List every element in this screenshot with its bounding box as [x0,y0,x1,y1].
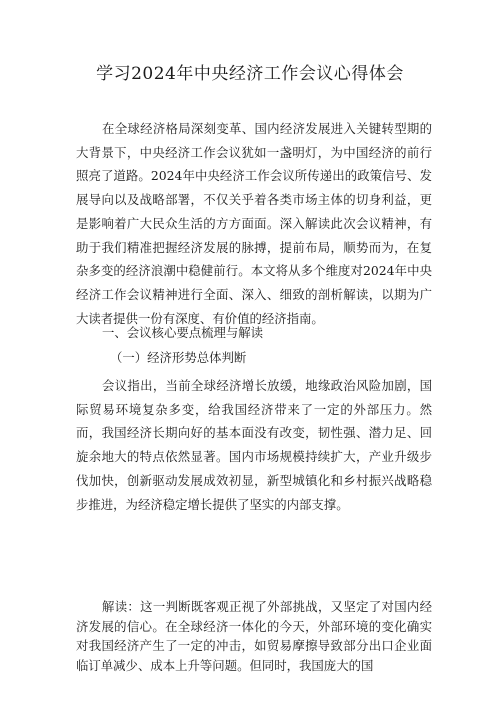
subsection-heading: （一）经济形势总体判断 [110,350,247,365]
document-title: 学习2024年中央经济工作会议心得体会 [96,64,404,84]
section-heading: 一、会议核心要点梳理与解读 [102,325,264,340]
intro-paragraph: 在全球经济格局深刻变革、国内经济发展进入关键转型期的大背景下，中央经济工作会议犹如一盏明灯，为中国经济的前行照亮了道路。2024年中央经济工作会议所传递出的政策信号、发展导向以及战略部署，不仅关乎着各类市场主体的切身利益，更是影响着广大民众生活的方方面面。深入解读此次会议精神，有助于我们精准把握经济发展的脉搏，提前布局，顺势而为，在复杂多变的经济浪潮中稳健前行。本文将从多个维度对2024年中央经济工作会议精神进行全面、深入、细致的剖析解读，以期为广大读者提供一份有深度、有价值的经济指南。 [76,121,432,326]
meeting-paragraph: 会议指出，当前全球经济增长放缓，地缘政治风险加剧，国际贸易环境复杂多变，给我国经济带来了一定的外部压力。然而，我国经济长期向好的基本面没有改变，韧性强、潜力足、回旋余地大的特点依然显著。国内市场规模持续扩大，产业升级步伐加快，创新驱动发展成效初显，新型城镇化和乡村振兴战略稳步推进，为经济稳定增长提供了坚实的内部支撑。 [76,378,432,512]
interpretation-paragraph: 解读：这一判断既客观正视了外部挑战，又坚定了对国内经济发展的信心。在全球经济一体化的今天，外部环境的变化确实对我国经济产生了一定的冲击，如贸易摩擦导致部分出口企业面临订单减少、成本上升等问题。但同时，我国庞大的国 [76,599,432,673]
